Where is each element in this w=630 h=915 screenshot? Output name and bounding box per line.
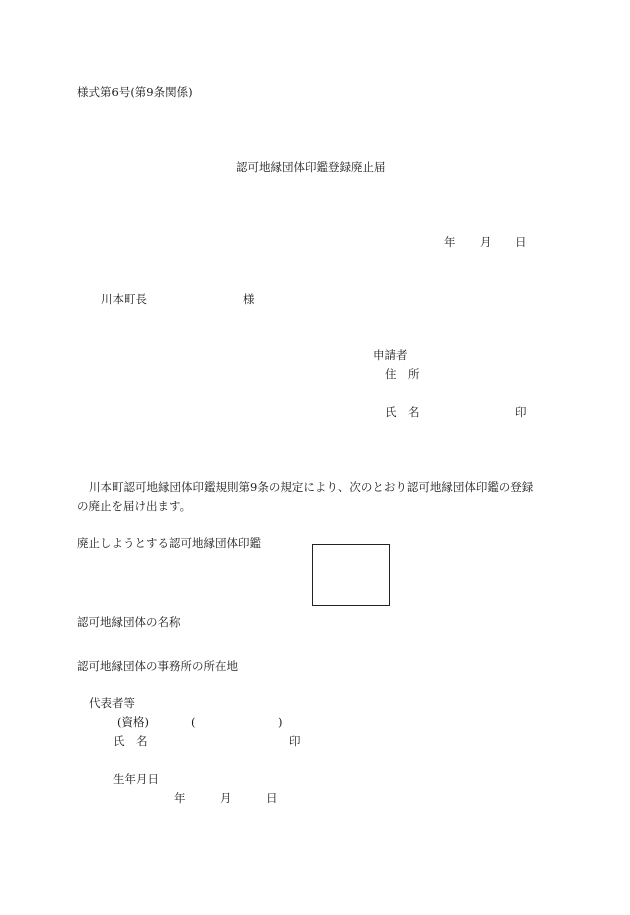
birthdate-day: 日 [266,791,278,805]
body-text-line-1: 川本町認可地縁団体印鑑規則第9条の規定により、次のとおり認可地縁団体印鑑の登録 [89,480,534,494]
birthdate-month: 月 [220,791,232,805]
date-month: 月 [480,235,492,249]
applicant-seal-mark: 印 [515,405,527,419]
representative-qualification-label: (資格) [117,715,149,729]
date-year: 年 [444,235,456,249]
representative-heading: 代表者等 [89,696,135,710]
date-day: 日 [515,235,527,249]
representative-paren-open: ( [191,715,196,729]
page-title: 認可地縁団体印鑑登録廃止届 [236,160,386,174]
representative-paren-close: ) [278,715,283,729]
addressee-name: 川本町長 [101,292,147,306]
addressee-honorific: 様 [243,292,255,306]
applicant-heading: 申請者 [373,348,408,362]
seal-impression-box [312,544,390,606]
form-number: 様式第6号(第9条関係) [77,85,193,99]
applicant-name-label: 氏 名 [385,405,420,419]
birthdate-label: 生年月日 [113,772,159,786]
applicant-address-label: 住 所 [385,367,420,381]
birthdate-year: 年 [174,791,186,805]
representative-seal-mark: 印 [289,734,301,748]
seal-to-abolish-label: 廃止しようとする認可地縁団体印鑑 [77,536,261,550]
representative-name-label: 氏 名 [113,734,148,748]
group-name-label: 認可地縁団体の名称 [77,615,181,629]
office-location-label: 認可地縁団体の事務所の所在地 [77,659,238,673]
body-text-line-2: の廃止を届け出ます。 [77,499,192,513]
